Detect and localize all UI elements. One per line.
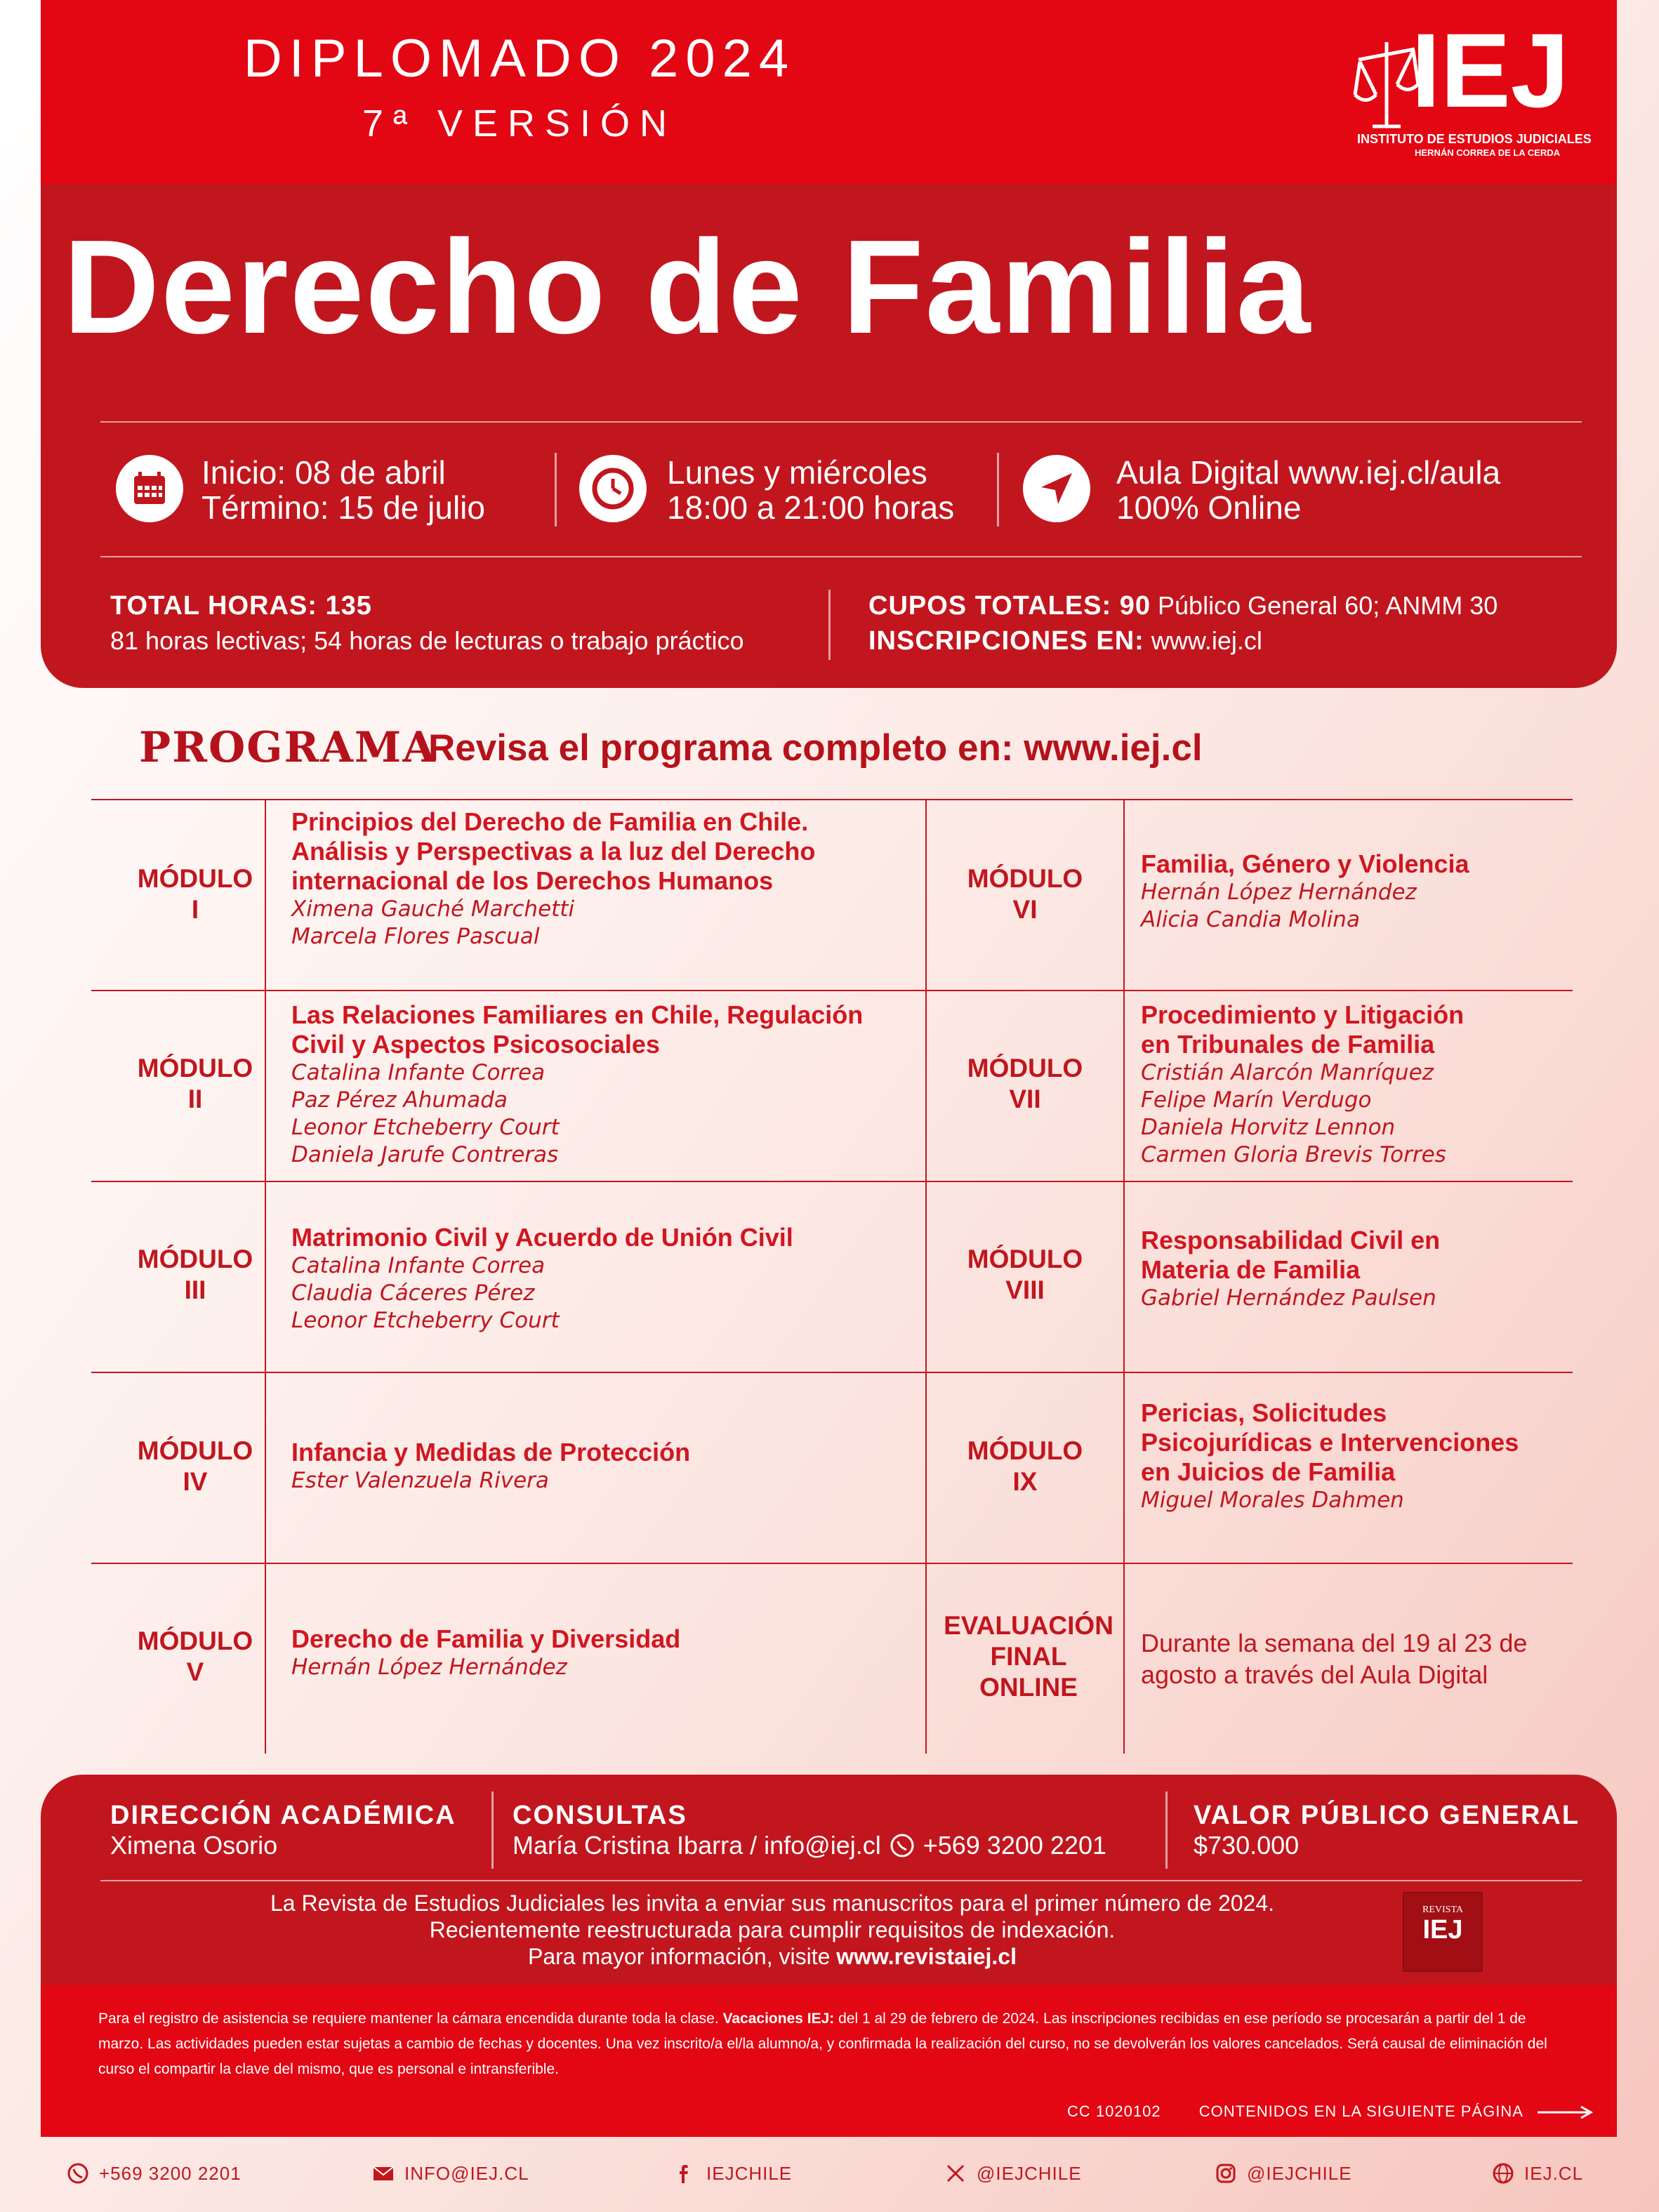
social-email[interactable]: INFO@IEJ.CL [372, 2162, 529, 2185]
module-label: MÓDULO VII [967, 1054, 1083, 1113]
table-rule [91, 799, 1573, 800]
module-title: Matrimonio Civil y Acuerdo de Unión Civil [291, 1223, 793, 1252]
table-rule [91, 1372, 1573, 1373]
table-rule [91, 990, 1573, 991]
social-instagram[interactable]: @IEJCHILE [1215, 2162, 1352, 2185]
module-title: Principios del Derecho de Familia en Chile. Análisis y Perspectivas a la luz del Derecho internacional de los Derechos Humanos [291, 807, 816, 895]
module-teachers: Miguel Morales Dahmen [1141, 1488, 1404, 1513]
revista-notice: La Revista de Estudios Judiciales les invita a enviar sus manuscritos para el primer número de 2024. Recientemente reestructurada para cumplir requisitos de indexación. Para mayor información, visite www.revistaiej.cl [270, 1890, 1275, 1969]
total-hours [110, 588, 744, 658]
logo-subtitle-2: HERNÁN CORREA DE LA CERDA [1415, 147, 1561, 158]
course-code: CC 1020102 [1067, 2102, 1161, 2120]
table-rule [91, 1181, 1573, 1182]
module-title: Procedimiento y Litigación en Tribunales de Familia [1141, 1000, 1465, 1059]
logo-text: IEJ [1411, 11, 1570, 129]
module-teachers: Hernán López Hernández [291, 1655, 567, 1680]
inscripciones-label: INSCRIPCIONES EN: [868, 626, 1144, 656]
module-label: MÓDULO VI [967, 864, 1083, 924]
cupos-label: CUPOS TOTALES: 90 [868, 591, 1151, 621]
divider [100, 421, 1582, 423]
module-teachers: Hernán López Hernández Alicia Candia Molina [1141, 880, 1417, 932]
module-label: MÓDULO IV [137, 1436, 253, 1496]
program-version: 7ª VERSIÓN [362, 102, 678, 145]
module-label: MÓDULO II [137, 1054, 253, 1113]
direccion-label: DIRECCIÓN ACADÉMICA [110, 1801, 456, 1830]
module-title: Derecho de Familia y Diversidad [291, 1624, 681, 1653]
social-x[interactable]: @IEJCHILE [944, 2162, 1082, 2185]
module-label: MÓDULO V [137, 1627, 253, 1686]
logo-subtitle: INSTITUTO DE ESTUDIOS JUDICIALES [1357, 132, 1592, 146]
legal-text: Para el registro de asistencia se requiere mantener la cámara encendida durante toda la clase. Vacaciones IEJ: del 1 al 29 de febrero de 2024. Las inscripciones recibidas en ese período se procesarán a partir del 1 de marzo. Las actividades pueden estar sujetas a cambio de fechas y docentes. Una vez inscrito/a el/la alumno/a, y confirmada la realización del curso, no se devolverán los valores cancelados. Será causal de eliminación del curso el compartir la clave del mismo, que es personal e intransferible. [98, 2011, 1547, 2077]
module-content [1141, 1000, 1562, 1169]
clock-icon [579, 455, 647, 522]
revista-logo: REVISTA IEJ [1403, 1892, 1483, 1972]
direccion-academica [110, 1801, 456, 1860]
module-teachers: Catalina Infante Correa Claudia Cáceres Pérez Leonor Etcheberry Court [291, 1253, 560, 1333]
aula-digital-link[interactable]: Aula Digital www.iej.cl/aula [1116, 454, 1501, 491]
social-whatsapp[interactable]: +569 3200 2201 [67, 2162, 242, 2185]
whatsapp-icon [67, 2162, 89, 2185]
module-content [1141, 849, 1562, 934]
total-hours-label: TOTAL HORAS: 135 [110, 591, 372, 621]
module-teachers: Ester Valenzuela Rivera [291, 1468, 549, 1493]
separator [491, 1792, 494, 1869]
consultas-label: CONSULTAS [513, 1801, 687, 1830]
module-teachers: Cristián Alarcón Manríquez Felipe Marín Verdugo Daniela Horvitz Lennon Carmen Gloria Brevis Torres [1141, 1060, 1446, 1167]
x-icon [944, 2162, 967, 2185]
start-date: Inicio: 08 de abril [201, 454, 446, 491]
module-label: MÓDULO III [137, 1245, 253, 1304]
social-facebook[interactable]: IEJCHILE [674, 2162, 792, 2185]
module-content [291, 1000, 909, 1169]
module-title: Pericias, Solicitudes Psicojurídicas e Intervenciones en Juicios de Familia [1141, 1398, 1519, 1486]
next-page-note: CONTENIDOS EN LA SIGUIENTE PÁGINA [1198, 2102, 1523, 2120]
module-teachers: Catalina Infante Correa Paz Pérez Ahumada Leonor Etcheberry Court Daniela Jarufe Contreras [291, 1060, 560, 1167]
separator [555, 453, 557, 526]
direccion-value: Ximena Osorio [110, 1831, 278, 1860]
enrollment-info [868, 588, 1498, 658]
programa-link[interactable]: Revisa el programa completo en: www.iej.cl [428, 727, 1203, 769]
separator [828, 590, 831, 660]
whatsapp-icon [890, 1833, 915, 1858]
module-content [291, 1438, 909, 1495]
programa-heading: PROGRAMA [139, 723, 437, 772]
location-info [1116, 455, 1500, 525]
calendar-icon [116, 455, 183, 522]
online-mode: 100% Online [1116, 489, 1302, 526]
globe-icon [1492, 2162, 1514, 2185]
separator [1165, 1792, 1168, 1869]
module-content [1141, 1226, 1562, 1312]
iej-logo[interactable] [1337, 11, 1592, 168]
separator [997, 453, 999, 526]
module-teachers: Gabriel Hernández Paulsen [1141, 1285, 1436, 1311]
navigation-arrow-icon [1023, 455, 1090, 522]
cupos-detail: Público General 60; ANMM 30 [1158, 591, 1498, 620]
module-title: Las Relaciones Familiares en Chile, Regulación Civil y Aspectos Psicosociales [291, 1000, 864, 1059]
class-hours: 18:00 a 21:00 horas [667, 489, 955, 526]
schedule-info [667, 455, 954, 525]
valor-label: VALOR PÚBLICO GENERAL [1194, 1801, 1580, 1830]
divider [100, 1880, 1582, 1881]
table-rule [1123, 799, 1125, 1754]
program-type: DIPLOMADO 2024 [243, 29, 796, 88]
module-title: Responsabilidad Civil en Materia de Familia [1141, 1226, 1441, 1284]
consultas [513, 1801, 1106, 1860]
inscripciones-link[interactable]: www.iej.cl [1151, 626, 1262, 655]
module-title: Familia, Género y Violencia [1141, 849, 1469, 878]
module-label: MÓDULO VIII [967, 1245, 1083, 1304]
consultas-contact[interactable]: María Cristina Ibarra / info@iej.cl [513, 1831, 881, 1860]
total-hours-detail: 81 horas lectivas; 54 horas de lecturas o trabajo práctico [110, 626, 744, 655]
module-label: MÓDULO IX [967, 1436, 1083, 1496]
mail-icon [372, 2162, 395, 2185]
end-date: Término: 15 de julio [201, 489, 485, 526]
evaluation-label: EVALUACIÓN FINAL ONLINE [944, 1611, 1113, 1702]
module-content [291, 1624, 909, 1681]
module-title: Infancia y Medidas de Protección [291, 1438, 691, 1466]
dates-info [201, 455, 485, 525]
table-rule [925, 799, 927, 1754]
module-label: MÓDULO I [137, 864, 253, 924]
facebook-icon [674, 2162, 696, 2185]
valor [1194, 1801, 1580, 1860]
revista-link[interactable]: www.revistaiej.cl [836, 1944, 1017, 1969]
evaluation-text: Durante la semana del 19 al 23 de agosto a través del Aula Digital [1141, 1629, 1528, 1689]
table-rule [91, 1563, 1573, 1564]
class-days: Lunes y miércoles [667, 454, 927, 491]
consultas-phone[interactable]: +569 3200 2201 [923, 1831, 1106, 1860]
arrow-right-icon [1538, 2105, 1594, 2120]
divider [100, 556, 1582, 557]
code-line [1067, 2102, 1594, 2121]
valor-value: $730.000 [1194, 1831, 1300, 1860]
page-title: Derecho de Familia [63, 213, 1312, 362]
module-teachers: Ximena Gauché Marchetti Marcela Flores Pascual [291, 896, 575, 949]
module-content [291, 807, 909, 951]
module-content [291, 1223, 909, 1335]
module-content [1141, 1398, 1562, 1514]
instagram-icon [1215, 2162, 1237, 2185]
social-website[interactable]: IEJ.CL [1492, 2162, 1583, 2185]
